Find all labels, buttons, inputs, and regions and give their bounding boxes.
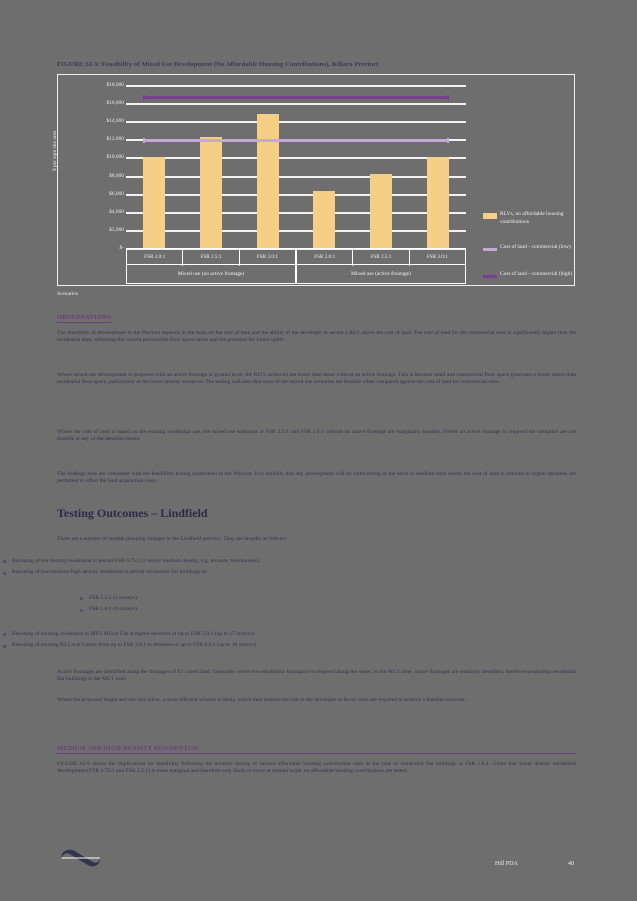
observations-paragraph-3: Where the cost of land is based on the existing residential use, the mixed use scenarios at FSR 2.5:1 and FSR 3.0:1 without an active frontage are marginally feasible. Where an active frontage is required the scenarios are not feasible at any of the densities tested. bbox=[57, 429, 576, 443]
chart-legend-label: Cost of land - commercial (high) bbox=[500, 271, 573, 277]
chart-reference-line bbox=[144, 96, 448, 99]
chart-y-tick-label: $8,000 bbox=[109, 172, 124, 179]
lindfield-heading: Testing Outcomes – Lindfield bbox=[57, 506, 208, 520]
medium-high-density-heading: MEDIUM AND HIGH DENSITY RESIDENTIAL bbox=[57, 745, 576, 754]
chart-legend-swatch bbox=[483, 213, 497, 219]
chart-y-tick-label: $16,000 bbox=[106, 100, 124, 107]
list-item: Rezoning of low density residential to permit FSR 0.75:1 (3 storey medium density, e.g. terraces, townhouses). bbox=[0, 558, 519, 565]
chart-gridline bbox=[126, 103, 466, 105]
chart-gridline bbox=[126, 176, 466, 178]
chart-gridline bbox=[126, 85, 466, 87]
list-item: FSR 1.2:1 (5 storeys) bbox=[77, 595, 576, 602]
footer-label: Hill PDA bbox=[495, 861, 518, 867]
company-logo bbox=[60, 846, 102, 870]
chart-y-tick-label: $2,000 bbox=[109, 226, 124, 233]
chart-bar bbox=[313, 191, 335, 248]
chart-legend-swatch bbox=[483, 275, 497, 278]
chart-x-tick-label: FSR 2.0:1 bbox=[297, 249, 353, 266]
chart-legend-label: RLVs, no affordable housing contributions bbox=[500, 211, 564, 225]
chart-x-group-label: Mixed use (active frontage) bbox=[297, 264, 465, 283]
chart-container bbox=[52, 74, 575, 286]
chart-bar bbox=[257, 114, 279, 248]
chart-y-tick-label: $- bbox=[119, 245, 124, 251]
chart-legend-label: Cost of land - commercial (low) bbox=[500, 244, 571, 250]
lindfield-bullet-list-a bbox=[0, 558, 519, 581]
chart-x-tick-label: FSR 2.5:1 bbox=[183, 249, 239, 266]
chart-x-group bbox=[296, 248, 466, 284]
chart-legend-item bbox=[483, 271, 575, 279]
chart-gridline bbox=[126, 212, 466, 214]
observations-paragraph-2: Where mixed use development is proposed with an active frontage at ground level, the RLVs achieved are lower than those without an active frontage. This is because retail and commercial floor space generates a lower return than residential floor space, particularly at the lower density scenarios. The testing indicates that none of the mixed use scenarios are feasible when compared against the cost of land for commercial sites. bbox=[57, 372, 576, 386]
observations-paragraph-1: The feasibility of development in the Precinct depends in the main on the cost of land and the ability of the developer to secure a RLV above the cost of land. The cost of land for the commercial sites is significantly higher than the residential sites, reflecting the current permissible floor space ratios and the potential for future uplift. bbox=[57, 330, 576, 344]
chart-y-axis-title: $ per sqm site area bbox=[52, 130, 58, 171]
chart-y-tick-label: $10,000 bbox=[106, 154, 124, 161]
list-item: Rezoning of existing B2 Local Centre from up to FSR 3.0:1 to densities of up to FSR 6.0:1 (up to 18 storeys). bbox=[0, 642, 519, 649]
chart-legend-swatch bbox=[483, 248, 497, 251]
chart-y-tick-label: $18,000 bbox=[106, 82, 124, 88]
lindfield-bullet-list-b bbox=[0, 631, 519, 654]
medium-high-density-paragraph: FIGURE S2-6 shows the implications for feasibility following the iterative testing of various affordable housing contribution rates in the case of residential flat buildings at FSR 1.8:1. Given that lower density residential development (FSR 0.75:1 and FSR 1.2:1) is more marginal and therefore only likely to occur at smaller scale, no affordable housing contributions are tested. bbox=[57, 761, 576, 775]
chart-bar bbox=[427, 157, 449, 248]
chart-bar bbox=[143, 157, 165, 248]
lindfield-sub-bullet-list bbox=[77, 595, 576, 618]
chart-legend-item bbox=[483, 244, 575, 252]
chart-y-tick-label: $4,000 bbox=[109, 208, 124, 215]
chart-bar bbox=[370, 174, 392, 248]
chart-legend-item bbox=[483, 211, 575, 226]
list-item: FSR 1.8:1 (8 storeys) bbox=[77, 606, 576, 613]
chart-gridline bbox=[126, 121, 466, 123]
observations-paragraph-4: The findings here are consistent with the feasibility testing undertaken in the Precinct. It is unlikely that any development will be forthcoming in the short to medium term unless the cost of land is reduced or higher densities are permitted to offset the land acquisition costs. bbox=[57, 471, 576, 485]
chart-bar bbox=[200, 137, 222, 248]
chart-gridline bbox=[126, 157, 466, 159]
lindfield-intro: There are a number of notable planning changes in the Lindfield precinct. They are broadly as follows: bbox=[57, 536, 288, 542]
chart-x-tick-label: FSR 2.0:1 bbox=[127, 249, 183, 266]
chart-x-group-label: Mixed use (no active frontage) bbox=[127, 264, 295, 283]
chart-gridline bbox=[126, 194, 466, 196]
chart-x-tick-label: FSR 3.0:1 bbox=[426, 254, 448, 260]
list-item: Rezoning of existing residential to MU1 Mixed Use at higher densities of up to FSR 5.0:1 (up to 17 storeys). bbox=[0, 631, 519, 638]
observations-heading: OBSERVATIONS bbox=[57, 314, 112, 321]
chart-y-axis-labels bbox=[78, 82, 124, 251]
chart-x-axis bbox=[126, 248, 466, 284]
chart-y-tick-label: $12,000 bbox=[106, 136, 124, 143]
chart-x-group bbox=[126, 248, 296, 284]
chart-y-tick-label: $14,000 bbox=[106, 118, 124, 125]
chart-reference-line bbox=[144, 139, 448, 142]
chart-scenarios-label: Scenarios bbox=[57, 291, 78, 297]
list-item: Rezoning of low/medium/high density residential to permit residential flat buildings at: bbox=[0, 569, 519, 576]
lindfield-paragraph-1: Active frontages are identified along the frontages of E1 zoned land. Generally where non-residential floorspace is required along the street, in the MU1 zone, active frontages are similarly identified, therefore precluding residential flat buildings in the MU1 zone. bbox=[57, 669, 576, 683]
chart-gridline bbox=[126, 230, 466, 232]
footer-page-number: 40 bbox=[568, 861, 574, 867]
figure-caption: FIGURE S2-5: Feasibility of Mixed Use Development (No Affordable Housing Contributions), Killara Precinct bbox=[57, 61, 379, 68]
lindfield-paragraph-2: Where the proposed height and site size allow, a more efficient scheme is likely, which then reduces the risk to the developer as fewer units are required to achieve a feasible outcome. bbox=[57, 697, 466, 703]
chart-x-tick-label: FSR 3.0:1 bbox=[256, 254, 278, 260]
chart-plot-area bbox=[126, 85, 466, 248]
chart-y-tick-label: $6,000 bbox=[109, 190, 124, 197]
chart-x-tick-label: FSR 2.5:1 bbox=[353, 249, 409, 266]
